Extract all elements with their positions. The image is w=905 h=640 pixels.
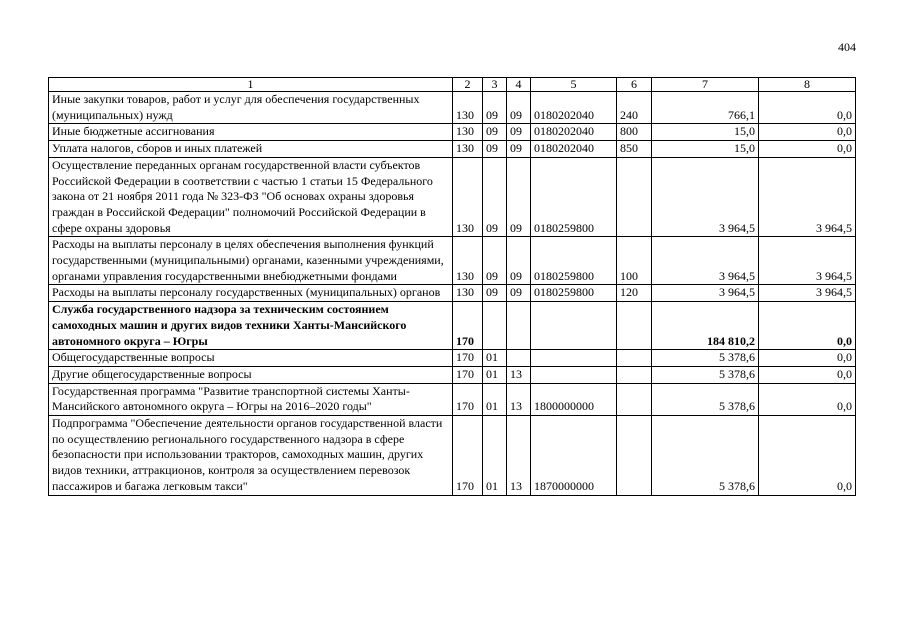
row-target-cell — [531, 350, 617, 367]
row-section-cell: 01 — [483, 416, 507, 496]
row-amount-cell: 5 378,6 — [652, 350, 759, 367]
row-amount-cell: 15,0 — [652, 141, 759, 158]
row-type-cell — [617, 366, 652, 383]
row-name-cell: Расходы на выплаты персоналу в целях обеспечения выполнения функций государственными (муниципальными) органами, казенными учреждениями, органами управления государственными внебюджетными фондами — [49, 237, 453, 285]
row-target-cell: 0180259800 — [531, 285, 617, 302]
row-amount-federal-cell: 0,0 — [759, 124, 856, 141]
row-type-cell: 850 — [617, 141, 652, 158]
row-section-cell: 01 — [483, 350, 507, 367]
row-target-cell: 0180202040 — [531, 92, 617, 124]
column-header: 2 — [453, 78, 483, 92]
row-section-cell — [483, 302, 507, 350]
row-name-cell: Иные закупки товаров, работ и услуг для обеспечения государственных (муниципальных) нужд — [49, 92, 453, 124]
table-body — [49, 78, 856, 496]
row-subsection-cell: 13 — [507, 416, 531, 496]
row-amount-federal-cell: 0,0 — [759, 383, 856, 415]
table-row — [49, 366, 856, 383]
column-header: 4 — [507, 78, 531, 92]
row-code-cell: 130 — [453, 157, 483, 237]
row-code-cell: 170 — [453, 350, 483, 367]
table-row — [49, 285, 856, 302]
row-amount-cell: 5 378,6 — [652, 366, 759, 383]
row-amount-cell: 184 810,2 — [652, 302, 759, 350]
row-subsection-cell: 13 — [507, 366, 531, 383]
row-subsection-cell: 09 — [507, 92, 531, 124]
row-amount-cell: 5 378,6 — [652, 416, 759, 496]
row-type-cell — [617, 350, 652, 367]
table-row — [49, 157, 856, 237]
row-subsection-cell: 09 — [507, 157, 531, 237]
row-type-cell: 240 — [617, 92, 652, 124]
row-section-cell: 09 — [483, 285, 507, 302]
row-target-cell: 0180202040 — [531, 124, 617, 141]
row-amount-cell: 3 964,5 — [652, 285, 759, 302]
row-amount-federal-cell: 0,0 — [759, 350, 856, 367]
column-header: 7 — [652, 78, 759, 92]
row-amount-federal-cell: 0,0 — [759, 92, 856, 124]
row-type-cell — [617, 302, 652, 350]
row-section-cell: 01 — [483, 366, 507, 383]
row-section-cell: 09 — [483, 141, 507, 158]
row-subsection-cell: 09 — [507, 124, 531, 141]
row-code-cell: 130 — [453, 141, 483, 158]
row-amount-cell: 3 964,5 — [652, 157, 759, 237]
row-code-cell: 170 — [453, 383, 483, 415]
row-amount-cell: 5 378,6 — [652, 383, 759, 415]
row-name-cell: Подпрограмма "Обеспечение деятельности органов государственной власти по осуществлению регионального государственного надзора в сфере безопасности при использовании тракторов, самоходных машин, других видов техники, аттракционов, контроля за осуществлением перевозок пассажиров и багажа легковым такси" — [49, 416, 453, 496]
row-amount-federal-cell: 0,0 — [759, 416, 856, 496]
row-amount-federal-cell: 3 964,5 — [759, 157, 856, 237]
row-section-cell: 01 — [483, 383, 507, 415]
row-type-cell: 100 — [617, 237, 652, 285]
row-subsection-cell — [507, 350, 531, 367]
row-type-cell — [617, 157, 652, 237]
row-name-cell: Уплата налогов, сборов и иных платежей — [49, 141, 453, 158]
column-header: 5 — [531, 78, 617, 92]
row-subsection-cell: 09 — [507, 285, 531, 302]
row-target-cell: 0180202040 — [531, 141, 617, 158]
row-name-cell: Расходы на выплаты персоналу государственных (муниципальных) органов — [49, 285, 453, 302]
row-target-cell: 0180259800 — [531, 157, 617, 237]
row-code-cell: 130 — [453, 285, 483, 302]
row-name-cell: Другие общегосударственные вопросы — [49, 366, 453, 383]
page-number: 404 — [838, 40, 856, 54]
row-name-cell: Осуществление переданных органам государственной власти субъектов Российской Федерации в соответствии с частью 1 статьи 15 Федерального закона от 21 ноября 2011 года № 323-ФЗ "Об основах охраны здоровья граждан в Российской Федерации" полномочий Российской Федерации в сфере охраны здоровья — [49, 157, 453, 237]
row-code-cell: 130 — [453, 92, 483, 124]
row-section-cell: 09 — [483, 124, 507, 141]
row-section-cell: 09 — [483, 92, 507, 124]
table-row — [49, 416, 856, 496]
row-subsection-cell: 09 — [507, 141, 531, 158]
row-subsection-cell: 13 — [507, 383, 531, 415]
row-type-cell: 800 — [617, 124, 652, 141]
column-header: 6 — [617, 78, 652, 92]
row-target-cell: 1800000000 — [531, 383, 617, 415]
row-amount-federal-cell: 3 964,5 — [759, 237, 856, 285]
row-code-cell: 130 — [453, 124, 483, 141]
table-row — [49, 383, 856, 415]
header-row — [49, 78, 856, 92]
table-row — [49, 141, 856, 158]
table-row — [49, 350, 856, 367]
row-code-cell: 130 — [453, 237, 483, 285]
table-row — [49, 92, 856, 124]
table-row — [49, 124, 856, 141]
column-header: 1 — [49, 78, 453, 92]
row-amount-cell: 3 964,5 — [652, 237, 759, 285]
row-amount-federal-cell: 0,0 — [759, 302, 856, 350]
row-subsection-cell — [507, 302, 531, 350]
column-header: 8 — [759, 78, 856, 92]
row-target-cell — [531, 366, 617, 383]
row-type-cell — [617, 416, 652, 496]
row-section-cell: 09 — [483, 237, 507, 285]
row-amount-federal-cell: 0,0 — [759, 141, 856, 158]
row-name-cell: Общегосударственные вопросы — [49, 350, 453, 367]
row-target-cell — [531, 302, 617, 350]
row-target-cell: 1870000000 — [531, 416, 617, 496]
row-name-cell: Государственная программа "Развитие транспортной системы Ханты-Мансийского автономного округа – Югры на 2016–2020 годы" — [49, 383, 453, 415]
row-amount-federal-cell: 3 964,5 — [759, 285, 856, 302]
row-code-cell: 170 — [453, 302, 483, 350]
row-target-cell: 0180259800 — [531, 237, 617, 285]
column-header: 3 — [483, 78, 507, 92]
row-amount-federal-cell: 0,0 — [759, 366, 856, 383]
row-amount-cell: 15,0 — [652, 124, 759, 141]
table-row — [49, 237, 856, 285]
row-name-cell: Иные бюджетные ассигнования — [49, 124, 453, 141]
table-row — [49, 302, 856, 350]
budget-table — [48, 77, 856, 496]
row-code-cell: 170 — [453, 366, 483, 383]
row-name-cell: Служба государственного надзора за техническим состоянием самоходных машин и других видов техники Ханты-Мансийского автономного округа – Югры — [49, 302, 453, 350]
row-subsection-cell: 09 — [507, 237, 531, 285]
row-type-cell — [617, 383, 652, 415]
row-type-cell: 120 — [617, 285, 652, 302]
row-code-cell: 170 — [453, 416, 483, 496]
row-amount-cell: 766,1 — [652, 92, 759, 124]
row-section-cell: 09 — [483, 157, 507, 237]
